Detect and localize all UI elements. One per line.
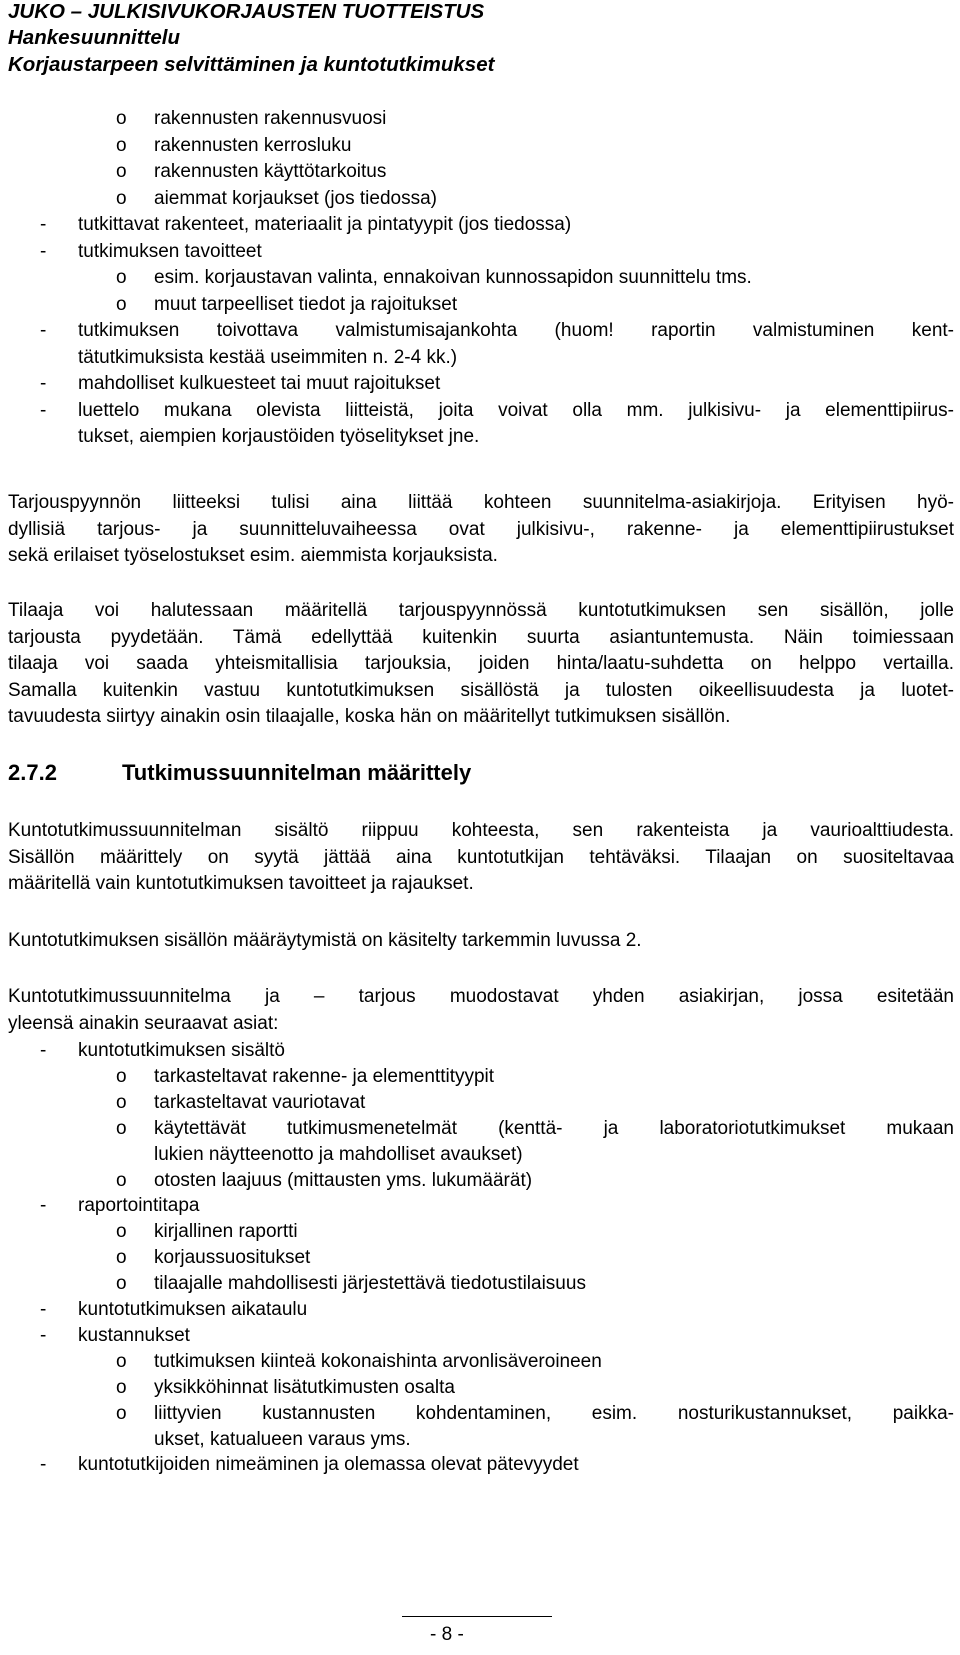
sub-bullet-marker: o [116, 1169, 127, 1191]
sub-bullet-marker: o [116, 1247, 127, 1269]
dash-bullet-marker: - [40, 1454, 47, 1476]
section-number: 2.7.2 [8, 760, 57, 785]
paragraph-attachments [8, 490, 954, 570]
list-item-text: tutkimuksen tavoitteet [78, 240, 262, 262]
text-line: yleensä ainakin seuraavat asiat: [8, 1012, 279, 1034]
list-item-text: muut tarpeelliset tiedot ja rajoitukset [154, 293, 458, 315]
text-line: Kuntotutkimussuunnitelma ja – tarjous muodostavat yhden asiakirjan, jossa esitetään [8, 986, 954, 1007]
list-item-text: kuntotutkijoiden nimeäminen ja olemassa olevat pätevyydet [78, 1454, 579, 1476]
sub-bullet-marker: o [116, 1221, 127, 1243]
list-item-continuation: ukset, katualueen varaus yms. [154, 1428, 411, 1450]
paragraph-client-scope [8, 598, 954, 731]
list-item-text: rakennusten kerrosluku [154, 134, 352, 156]
list-item-text: tarkasteltavat vauriotavat [154, 1091, 366, 1113]
section-heading [8, 760, 471, 786]
list-item-text: kirjallinen raportti [154, 1221, 298, 1243]
dash-bullet-marker: - [40, 1040, 47, 1061]
list-item-text: kuntotutkimuksen sisältö [78, 1040, 285, 1061]
dash-bullet-marker: - [40, 1324, 47, 1346]
sub-bullet-marker: o [116, 1376, 127, 1398]
page-header [8, 0, 494, 78]
list-item-text: tarkasteltavat rakenne- ja elementtityypit [154, 1065, 495, 1087]
list-item-text: kuntotutkimuksen aikataulu [78, 1299, 308, 1320]
list-item-text: tutkittavat rakenteet, materiaalit ja pintatyypit (jos tiedossa) [78, 214, 572, 235]
sub-bullet-marker: o [116, 1091, 127, 1113]
list-item-text: rakennusten käyttötarkoitus [154, 161, 387, 182]
sub-bullet-marker: o [116, 108, 127, 129]
list-item-text: raportointitapa [78, 1195, 200, 1217]
sub-bullet-marker: o [116, 1117, 127, 1139]
section-title: Tutkimussuunnitelman määrittely [122, 760, 472, 785]
sub-bullet-marker: o [116, 1065, 127, 1087]
header-title: JUKO – JULKISIVUKORJAUSTEN TUOTTEISTUS [8, 0, 485, 23]
sub-bullet-marker: o [116, 187, 127, 209]
list-item-text: yksikköhinnat lisätutkimusten osalta [154, 1376, 455, 1398]
text-line: dyllisiä tarjous- ja suunnitteluvaiheessa ovat julkisivu-, rakenne- ja elementtipiirustukset [8, 518, 954, 540]
list-item-text: esim. korjaustavan valinta, ennakoivan kunnossapidon suunnittelu tms. [154, 267, 752, 288]
text-line: tavuudesta siirtyy ainakin osin tilaajalle, koska hän on määritellyt tutkimuksen sisällön. [8, 706, 731, 727]
list-item-continuation: tätutkimuksista kestää useimmiten n. 2-4 kk.) [78, 346, 458, 368]
sub-bullet-marker: o [116, 134, 127, 156]
text-line: sekä erilaiset työselostukset esim. aiemmista korjauksista. [8, 545, 498, 566]
list-item-text: tutkimuksen kiinteä kokonaishinta arvonlisäveroineen [154, 1350, 602, 1372]
text-line: tilaaja voi saada yhteismitallisia tarjouksia, joiden hinta/laatu-suhdetta on helppo vertailla. [8, 653, 954, 674]
paragraph-reference [8, 928, 954, 955]
text-line: Samalla kuitenkin vastuu kuntotutkimuksen sisällöstä ja tulosten oikeellisuudesta ja luotet- [8, 679, 954, 701]
dash-bullet-marker: - [40, 373, 47, 394]
page-number: - 8 - [430, 1624, 464, 1645]
list-item-text: käytettävät tutkimusmenetelmät (kenttä- ja laboratoriotutkimukset mukaan [154, 1117, 954, 1139]
paragraph-plan-intro [8, 984, 954, 1037]
footer-divider [402, 1616, 552, 1617]
list-item-text: mahdolliset kulkuesteet tai muut rajoitukset [78, 373, 441, 394]
dash-bullet-marker: - [40, 399, 47, 421]
sub-bullet-marker: o [116, 293, 127, 315]
list-item-text: aiemmat korjaukset (jos tiedossa) [154, 187, 437, 209]
dash-bullet-marker: - [40, 1195, 47, 1217]
header-subtitle: Hankesuunnittelu [8, 26, 180, 49]
header-section: Korjaustarpeen selvittäminen ja kuntotutkimukset [8, 53, 495, 76]
paragraph-plan-content [8, 818, 954, 898]
list-item-text: korjaussuositukset [154, 1247, 311, 1269]
dash-bullet-marker: - [40, 240, 47, 262]
list-item-text: rakennusten rakennusvuosi [154, 108, 387, 129]
text-line: Kuntotutkimussuunnitelman sisältö riippuu kohteesta, sen rakenteista ja vaurioalttiudesta. [8, 820, 954, 841]
text-line: Tarjouspyynnön liitteeksi tulisi aina liittää kohteen suunnitelma-asiakirjoja. Erityisen hyö- [8, 492, 954, 513]
sub-bullet-marker: o [116, 1402, 127, 1424]
list-item-continuation: tukset, aiempien korjaustöiden työselitykset jne. [78, 426, 480, 447]
dash-bullet-marker: - [40, 320, 47, 341]
sub-bullet-marker: o [116, 1273, 127, 1295]
list-item-text: kustannukset [78, 1324, 190, 1346]
sub-bullet-marker: o [116, 267, 127, 288]
text-line: Kuntotutkimuksen sisällön määräytymistä on käsitelty tarkemmin luvussa 2. [8, 930, 642, 951]
text-line: Tilaaja voi halutessaan määritellä tarjouspyynnössä kuntotutkimuksen sen sisällön, jolle [8, 600, 954, 621]
list-item-text: otosten laajuus (mittausten yms. lukumäärät) [154, 1169, 533, 1191]
text-line: tarjousta pyydetään. Tämä edellyttää kuitenkin suurta asiantuntemusta. Näin toimiessaan [8, 626, 954, 648]
dash-bullet-marker: - [40, 214, 47, 235]
list-item-continuation: lukien näytteenotto ja mahdolliset avaukset) [154, 1143, 523, 1165]
list-item-text: tutkimuksen toivottava valmistumisajankohta (huom! raportin valmistuminen kent- [78, 320, 954, 341]
list-item-text: tilaajalle mahdollisesti järjestettävä tiedotustilaisuus [154, 1273, 586, 1295]
list-item-text: liittyvien kustannusten kohdentaminen, esim. nosturikustannukset, paikka- [154, 1402, 954, 1424]
sub-bullet-marker: o [116, 161, 127, 182]
text-line: määritellä vain kuntotutkimuksen tavoitteet ja rajaukset. [8, 873, 474, 894]
sub-bullet-marker: o [116, 1350, 127, 1372]
list-item-text: luettelo mukana olevista liitteistä, joita voivat olla mm. julkisivu- ja elementtipiirus- [78, 399, 954, 421]
dash-bullet-marker: - [40, 1299, 47, 1320]
text-line: Sisällön määrittely on syytä jättää aina kuntotutkijan tehtäväksi. Tilaajan on suositeltavaa [8, 846, 954, 868]
